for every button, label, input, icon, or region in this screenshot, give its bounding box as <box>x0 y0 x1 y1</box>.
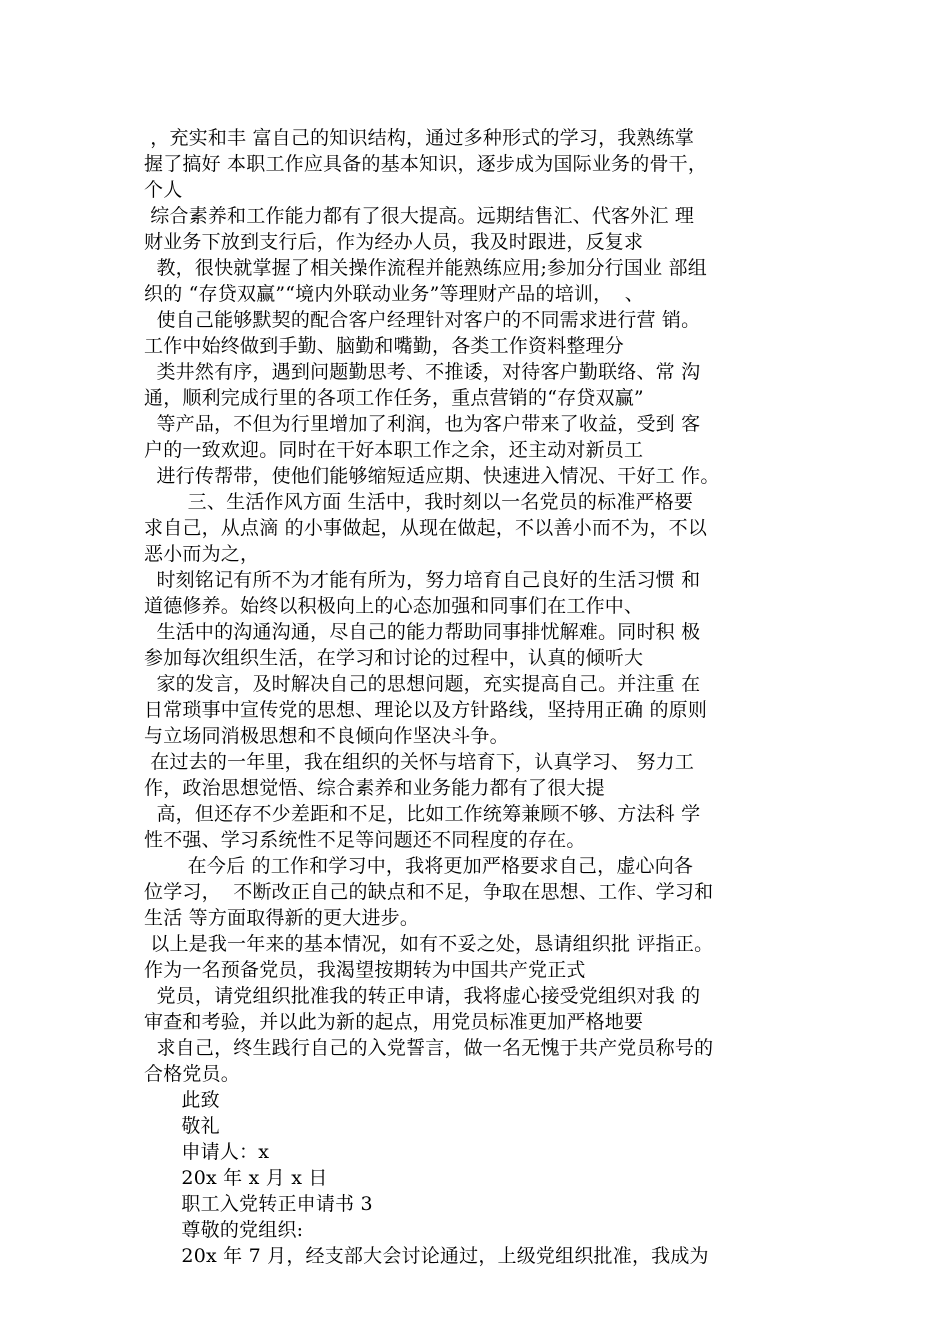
text-line: 个人 <box>144 179 183 201</box>
text-line: 求自己，终生践行自己的入党誓言，做一名无愧于共产党员称号的 <box>144 1037 714 1059</box>
document-body <box>144 125 810 1269</box>
section-title: 职工入党转正申请书 3 <box>144 1193 373 1215</box>
text-line: 在过去的一年里，我在组织的关怀与培育下，认真学习、 努力工 <box>144 751 695 773</box>
text-line: 织的 “存贷双赢”“境内外联动业务”等理财产品的培训， 、 <box>144 283 644 305</box>
text-line: 生活中的沟通沟通，尽自己的能力帮助同事排忧解难。同时积 极 <box>144 621 701 643</box>
text-line: 通，顺利完成行里的各项工作任务，重点营销的“存贷双赢” <box>144 387 644 409</box>
text-line: 20x 年 7 月，经支部大会讨论通过，上级党组织批准，我成为 <box>144 1245 709 1267</box>
text-line: ，充实和丰 富自己的知识结构，通过多种形式的学习，我熟练掌 <box>144 127 695 149</box>
text-line: 参加每次组织生活，在学习和讨论的过程中，认真的倾听大 <box>144 647 644 669</box>
closing-salutation: 此致 <box>144 1089 220 1111</box>
applicant-name: 申请人：x <box>144 1141 270 1163</box>
text-line: 财业务下放到支行后，作为经办人员，我及时跟进，反复求 <box>144 231 644 253</box>
text-line: 类井然有序，遇到问题勤思考、不推诿，对待客户勤联络、常 沟 <box>144 361 701 383</box>
text-line: 性不强、学习系统性不足等问题还不同程度的存在。 <box>144 829 586 851</box>
text-line: 合格党员。 <box>144 1063 241 1085</box>
text-line: 以上是我一年来的基本情况，如有不妥之处，恳请组织批 评指正。 <box>144 933 714 955</box>
text-line: 时刻铭记有所不为才能有所为，努力培育自己良好的生活习惯 和 <box>144 569 701 591</box>
text-line: 与立场同消极思想和不良倾向作坚决斗争。 <box>144 725 509 747</box>
text-line: 工作中始终做到手勤、脑勤和嘴勤，各类工作资料整理分 <box>144 335 625 357</box>
closing-regards: 敬礼 <box>144 1115 220 1137</box>
text-line: 进行传帮带，使他们能够缩短适应期、快速进入情况、干好工 作。 <box>144 465 720 487</box>
text-line: 综合素养和工作能力都有了很大提高。远期结售汇、代客外汇 理 <box>144 205 695 227</box>
text-line: 高，但还存不少差距和不足，比如工作统筹兼顾不够、方法科 学 <box>144 803 701 825</box>
text-line: 审查和考验，并以此为新的起点，用党员标准更加严格地要 <box>144 1011 644 1033</box>
text-line: 生活 等方面取得新的更大进步。 <box>144 907 420 929</box>
text-line: 家的发言，及时解决自己的思想问题，充实提高自己。并注重 在 <box>144 673 701 695</box>
text-line: 等产品，不但为行里增加了利润，也为客户带来了收益，受到 客 <box>144 413 701 435</box>
text-line: 户的一致欢迎。同时在干好本职工作之余，还主动对新员工 <box>144 439 644 461</box>
greeting: 尊敬的党组织: <box>144 1219 304 1241</box>
text-line: 求自己，从点滴 的小事做起，从现在做起，不以善小而不为，不以 <box>144 517 708 539</box>
application-date: 20x 年 x 月 x 日 <box>144 1167 328 1189</box>
text-line: 党员，请党组织批准我的转正申请，我将虚心接受党组织对我 的 <box>144 985 701 1007</box>
text-line: 在今后 的工作和学习中，我将更加严格要求自己，虚心向各 <box>144 855 694 877</box>
text-line: 握了搞好 本职工作应具备的基本知识，逐步成为国际业务的骨干， <box>144 153 708 175</box>
text-line: 位学习， 不断改正自己的缺点和不足，争取在思想、工作、学习和 <box>144 881 714 903</box>
text-line: 教，很快就掌握了相关操作流程并能熟练应用;参加分行国业 部组 <box>144 257 707 279</box>
text-line: 道德修养。始终以积极向上的心态加强和同事们在工作中、 <box>144 595 644 617</box>
text-line: 作为一名预备党员，我渴望按期转为中国共产党正式 <box>144 959 586 981</box>
text-line: 作，政治思想觉悟、综合素养和业务能力都有了很大提 <box>144 777 605 799</box>
text-line: 日常琐事中宣传党的思想、理论以及方针路线，坚持用正确 的原则 <box>144 699 708 721</box>
text-line: 三、生活作风方面 生活中，我时刻以一名党员的标准严格要 <box>144 491 694 513</box>
text-line: 恶小而为之， <box>144 543 260 565</box>
text-line: 使自己能够默契的配合客户经理针对客户的不同需求进行营 销。 <box>144 309 701 331</box>
